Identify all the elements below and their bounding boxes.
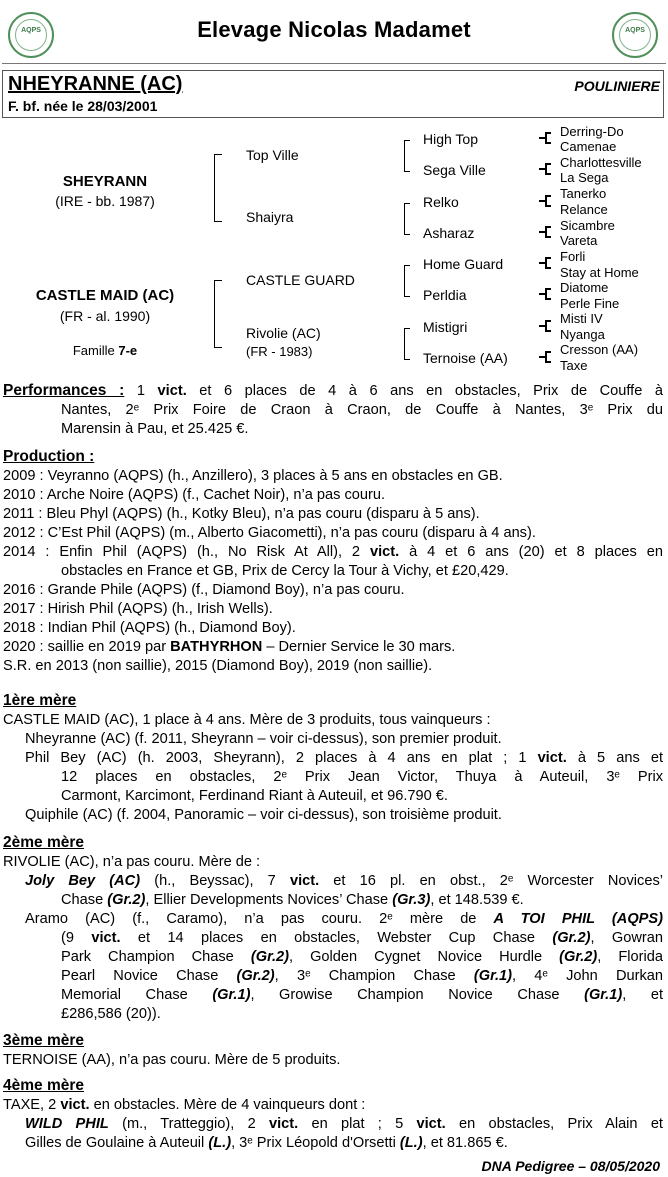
m2-text: , Growise Champion Novice Chase [250,987,585,1003]
gen4-sicambre: Sicambre [560,218,615,233]
gen2-top-ville: Top Ville [246,147,299,163]
m2-text: Aramo (AC) (f., Caramo), n’a pas couru. 2ᵉ mère de [25,911,494,927]
bracket-g4 [545,288,551,300]
mere2-intro: RIVOLIE (AC), n’a pas couru. Mère de : [3,854,261,870]
production-2020 [3,638,663,657]
prod-text: 2014 : Enfin Phil (AQPS) (h., No Risk At All), 2 [3,544,370,560]
m2-text: Park Champion Chase [61,949,251,965]
m4-text: en obstacles. Mère de 4 vainqueurs dont : [89,1097,366,1113]
gen3-perldia: Perldia [423,287,467,303]
grade: (Gr.2) [559,949,598,965]
mere4-heading: 4ème mère [3,1077,85,1094]
mere2-aramo [3,910,663,929]
winner-name: Joly Bey (AC) [25,873,141,889]
bracket-rivolie [404,328,410,360]
m4-vict: vict. [268,1116,299,1132]
famille [20,343,190,358]
m2-text: Pearl Novice Chase [61,968,237,984]
perf-text: 1 [136,383,158,399]
gen3-ternoise: Ternoise (AA) [423,350,508,366]
mere1-product-2-cont: 12 places en obstacles, 2ᵉ Prix Jean Victor, Thuya à Auteuil, 3ᵉ Prix [61,769,663,785]
prod-text: – Dernier Service le 30 mars. [262,639,456,655]
grade: (Gr.2) [250,949,289,965]
perf-vict: vict. [157,383,187,399]
m2-text: , Florida [597,949,664,965]
production-2018: 2018 : Indian Phil (AQPS) (h., Diamond Boy). [3,620,296,636]
bracket-g4 [545,257,551,269]
aqps-logo-right [612,12,658,58]
m2-text: , et [622,987,663,1003]
famille-number: 7-e [118,343,138,358]
gen4-diatome: Diatome [560,280,609,295]
bracket-g4 [545,320,551,332]
gen2-rivolie: Rivolie (AC) [246,325,321,341]
prod-text: 2020 : saillie en 2019 par [3,639,171,655]
m1-text: Phil Bey (AC) (h. 2003, Sheyrann), 2 places à 4 ans en plat ; 1 [25,750,538,766]
gen2-rivolie-info: (FR - 1983) [246,344,313,359]
mere4-wild-phil-cont [3,1134,663,1153]
mere2-heading: 2ème mère [3,834,85,851]
grade: (Gr.1) [473,968,513,984]
bracket-dam [214,280,222,348]
mere1-product-2-cont2: Carmont, Karcimont, Ferdinand Riant à Auteuil, et 96.790 €. [61,788,448,804]
mere2-aramo-l3 [3,948,663,967]
sire-name: SHEYRANN [62,173,148,190]
m2-text: , 4ᵉ John Durkan [512,968,663,984]
production-heading: Production : [3,448,95,465]
bracket-g4 [545,351,551,363]
production-2014-cont: obstacles en France et GB, Prix de Cercy la Tour à Vichy, et £20,429. [61,563,509,579]
dam-name: CASTLE MAID (AC) [35,287,175,304]
gen4-tanerko: Tanerko [560,186,607,201]
m4-text: en obstacles, Prix Alain et [445,1116,663,1132]
horse-status: POULINIERE [574,78,660,94]
mere3-heading: 3ème mère [3,1032,85,1049]
gen4-perle-fine: Perle Fine [560,296,620,311]
production-2017: 2017 : Hirish Phil (AQPS) (h., Irish Wells). [3,601,273,617]
grade: (L.) [399,1135,423,1151]
aqps-logo-left [8,12,54,58]
header-divider [2,63,666,64]
gen3-mistigri: Mistigri [423,319,468,335]
m2-vict: vict. [91,930,121,946]
mere4-intro [3,1096,663,1115]
m2-text: (9 [61,930,92,946]
gen4-camenae: Camenae [560,139,617,154]
m2-text: , et 148.539 €. [430,892,524,908]
horse-birth: F. bf. née le 28/03/2001 [8,98,158,114]
mere1-heading: 1ère mère [3,692,77,709]
bracket-top-ville [404,140,410,172]
gen4-derring-do: Derring-Do [560,124,624,139]
m2-text: , Golden Cygnet Novice Hurdle [288,949,560,965]
winner-name: A TOI PHIL (AQPS) [493,911,663,927]
production-section [3,447,663,676]
perf-text: et 6 places de 4 à 6 ans en obstacles, Prix de Couffe à [186,383,663,399]
m4-text: (m., Tratteggio), 2 [108,1116,269,1132]
mere3-intro: TERNOISE (AA), n’a pas couru. Mère de 5 produits. [3,1052,341,1068]
mere4-section [3,1076,663,1153]
gen3-home-guard: Home Guard [423,256,504,272]
gen3-high-top: High Top [423,131,479,147]
horse-name: NHEYRANNE (AC) [8,73,183,95]
m4-vict: vict. [60,1097,90,1113]
mere1-product-2 [3,749,663,768]
gen4-charlottesville: Charlottesville [560,155,642,170]
mere2-joly-bey-cont [3,891,663,910]
m2-text: , Ellier Developments Novices’ Chase [145,892,393,908]
gen4-stay-at-home: Stay at Home [560,265,639,280]
winner-name: WILD PHIL [25,1116,109,1132]
dam-info: (FR - al. 1990) [59,308,151,324]
gen2-castle-guard: CASTLE GUARD [246,272,355,288]
performances-line-3: Marensin à Pau, et 25.425 €. [61,421,249,437]
logo-text: AQPS [21,27,41,34]
production-sr: S.R. en 2013 (non saillie), 2015 (Diamond Boy), 2019 (non saillie). [3,658,433,674]
gen4-cresson: Cresson (AA) [560,342,639,357]
grade: (Gr.2) [107,892,146,908]
m2-text: et 16 pl. en obst., 2ᵉ Worcester Novices’ [319,873,663,889]
gen4-forli: Forli [560,249,586,264]
grade: (Gr.1) [584,987,623,1003]
m2-text: Memorial Chase [61,987,213,1003]
m4-text: Gilles de Goulaine à Auteuil [25,1135,209,1151]
mere2-aramo-l4 [3,967,663,986]
m2-text: , Gowran [590,930,663,946]
gen4-vareta: Vareta [560,233,598,248]
performances-heading: Performances : [3,382,125,399]
production-2010: 2010 : Arche Noire (AQPS) (f., Cachet Noir), n’a pas couru. [3,487,386,503]
mere1-product-3: Quiphile (AC) (f. 2004, Panoramic – voir ci-dessus), son troisième produit. [25,807,502,823]
gen4-taxe: Taxe [560,358,588,373]
m4-text: , et 81.865 €. [422,1135,508,1151]
bracket-g4 [545,163,551,175]
grade: (Gr.2) [552,930,591,946]
m4-text: , 3ᵉ Prix Léopold d'Orsetti [231,1135,400,1151]
bracket-g4 [545,195,551,207]
m2-vict: vict. [289,873,320,889]
mere1-intro: CASTLE MAID (AC), 1 place à 4 ans. Mère de 3 produits, tous vainqueurs : [3,712,491,728]
gen4-relance: Relance [560,202,608,217]
grade: (Gr.3) [392,892,431,908]
mere2-aramo-l5 [3,986,663,1005]
bracket-sire [214,154,222,222]
m2-text: (h., Beyssac), 7 [140,873,290,889]
gen4-la-sega: La Sega [560,170,609,185]
m2-text: , 3ᵉ Champion Chase [274,968,474,984]
m4-vict: vict. [416,1116,446,1132]
logo-ring [619,19,651,51]
prod-vict: vict. [369,544,400,560]
mere4-wild-phil [3,1115,663,1134]
production-2011: 2011 : Bleu Phyl (AQPS) (h., Kotky Bleu), n’a pas couru (disparu à 5 ans). [3,506,480,522]
footer-source: DNA Pedigree – 08/05/2020 [481,1158,660,1174]
mere1-section [3,691,663,825]
m1-text: à 5 ans et [566,750,664,766]
mere3-section [3,1031,663,1070]
production-2016: 2016 : Grande Phile (AQPS) (f., Diamond Boy), n’a pas couru. [3,582,405,598]
logo-ring [15,19,47,51]
page-title: Elevage Nicolas Madamet [197,17,471,42]
production-2009: 2009 : Veyranno (AQPS) (h., Anzillero), 3 places à 5 ans en obstacles en GB. [3,468,503,484]
gen4-misti-iv: Misti IV [560,311,603,326]
mere2-joly-bey [3,872,663,891]
gen3-relko: Relko [423,194,459,210]
m4-text: en plat ; 5 [298,1116,417,1132]
m1-vict: vict. [537,750,567,766]
grade: (Gr.1) [212,987,251,1003]
performances-section [3,381,663,439]
bracket-shaiyra [404,203,410,235]
stallion-name: BATHYRHON [170,639,263,655]
production-2012: 2012 : C’Est Phil (AQPS) (m., Alberto Giacometti), n’a pas couru (disparu à 4 ans). [3,525,536,541]
m2-text: Chase [61,892,108,908]
performances-line-1 [3,381,663,401]
logo-text: AQPS [625,27,645,34]
famille-label: Famille [72,343,115,358]
m4-text: TAXE, 2 [3,1097,61,1113]
mere2-section [3,833,663,1024]
grade: (L.) [208,1135,232,1151]
gen2-shaiyra: Shaiyra [246,209,294,225]
sire-info: (IRE - bb. 1987) [55,193,155,209]
gen4-nyanga: Nyanga [560,327,605,342]
performances-line-2: Nantes, 2ᵉ Prix Foire de Craon à Craon, de Couffe à Nantes, 3ᵉ Prix du [61,402,663,418]
prod-text: à 4 et 6 ans (20) et 8 places en [399,544,663,560]
m2-text: et 14 places en obstacles, Webster Cup Chase [120,930,553,946]
mere1-product-1: Nheyranne (AC) (f. 2011, Sheyrann – voir ci-dessus), son premier produit. [25,731,502,747]
mere2-aramo-l6: £286,586 (20)). [61,1006,161,1022]
gen3-sega-ville: Sega Ville [423,162,486,178]
gen3-asharaz: Asharaz [423,225,475,241]
bracket-g4 [545,132,551,144]
production-2014 [3,543,663,562]
bracket-castle-guard [404,265,410,297]
mere2-aramo-l2 [3,929,663,948]
bracket-g4 [545,226,551,238]
grade: (Gr.2) [236,968,275,984]
